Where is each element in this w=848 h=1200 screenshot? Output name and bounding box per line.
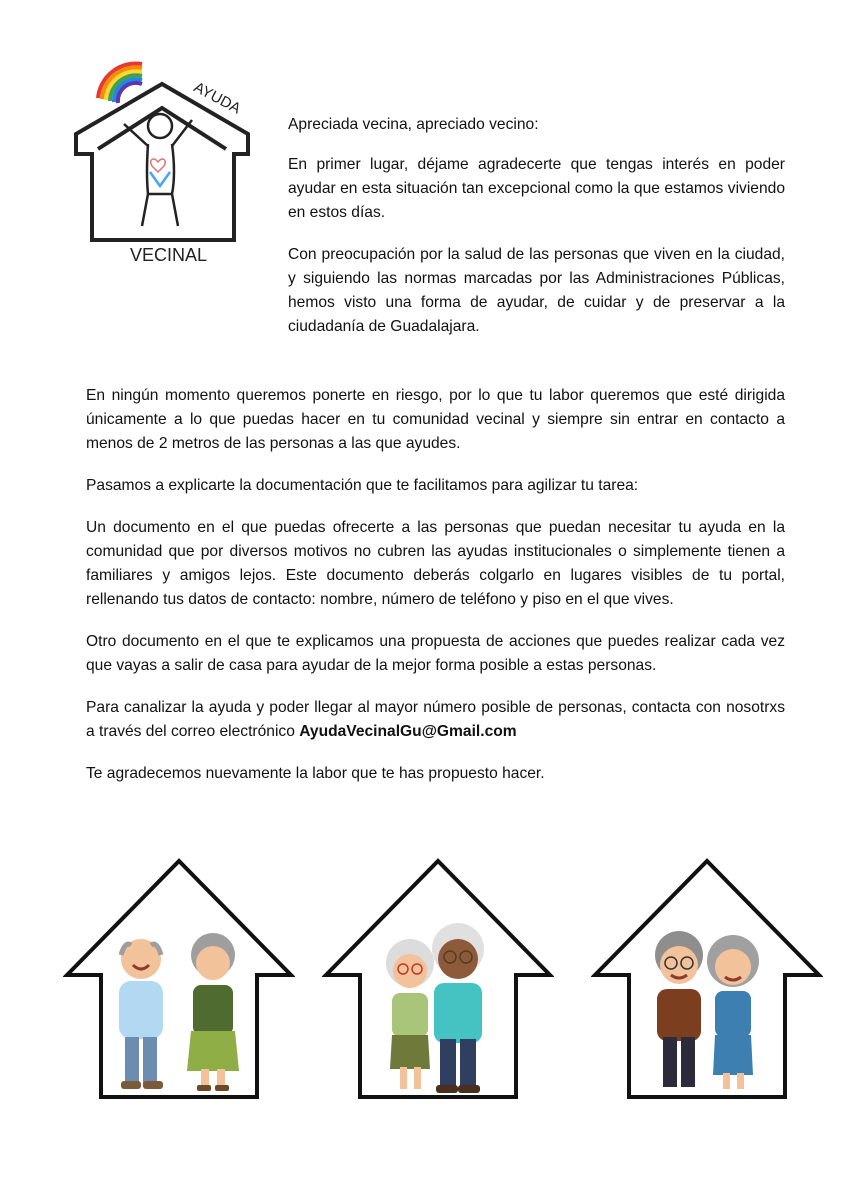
paragraph-3: En ningún momento queremos ponerte en riesgo, por lo que tu labor queremos que esté dirigida únicamente a lo que puedas hacer en tu comunidad vecinal y siempre sin entrar en contacto a menos de 2 metros de las personas a las que ayudes. — [86, 387, 785, 452]
paragraph-4: Pasamos a explicarte la documentación que te facilitamos para agilizar tu tarea: — [86, 477, 639, 494]
house-elderly-couple-icon — [322, 855, 554, 1101]
paragraph-5: Un documento en el que puedas ofrecerte a las personas que puedan necesitar tu ayuda en la comunidad que por diversos motivos no cubren las ayudas institucionales o simplemente tienen a familiares y amigos lejos. Este documento deberás colgarlo en lugares visibles de tu portal, rellenando tus datos de contacto: nombre, número de teléfono y piso en el que vives. — [86, 519, 785, 608]
logo-top-text: AYUDA — [190, 78, 244, 118]
house-elderly-couple-icon — [63, 855, 295, 1101]
paragraph-1: En primer lugar, déjame agradecerte que tengas interés en poder ayudar en esta situación tan excepcional como la que estamos viviendo en estos días. — [288, 156, 785, 221]
intro-section — [288, 113, 785, 357]
rainbow-icon — [98, 63, 142, 103]
paragraph-7 — [86, 696, 785, 744]
email-address: AyudaVecinalGu@Gmail.com — [299, 723, 517, 740]
house-elderly-couple-icon — [591, 855, 823, 1101]
paragraph-6: Otro documento en el que te explicamos una propuesta de acciones que puedes realizar cada vez que vayas a salir de casa para ayudar de la mejor forma posible a estas personas. — [86, 633, 785, 674]
illustrations-row — [0, 855, 848, 1105]
ayuda-vecinal-logo — [68, 54, 258, 274]
greeting: Apreciada vecina, apreciado vecino: — [288, 116, 539, 133]
contact-lead: Para canalizar la ayuda y poder llegar al mayor número posible de personas, contacta con nosotrxs a través del correo electrónico — [86, 699, 785, 740]
person-icon — [124, 114, 192, 226]
letter-body — [86, 384, 785, 804]
heart-icon — [151, 159, 166, 172]
v-mark-icon — [150, 172, 170, 186]
logo-bottom-text: VECINAL — [130, 245, 208, 265]
paragraph-2: Con preocupación por la salud de las personas que viven en la ciudad, y siguiendo las normas marcadas por las Administraciones Públicas, hemos visto una forma de ayudar, de cuidar y de preservar a la ciudadanía de Guadalajara. — [288, 246, 785, 335]
closing: Te agradecemos nuevamente la labor que te has propuesto hacer. — [86, 765, 545, 782]
